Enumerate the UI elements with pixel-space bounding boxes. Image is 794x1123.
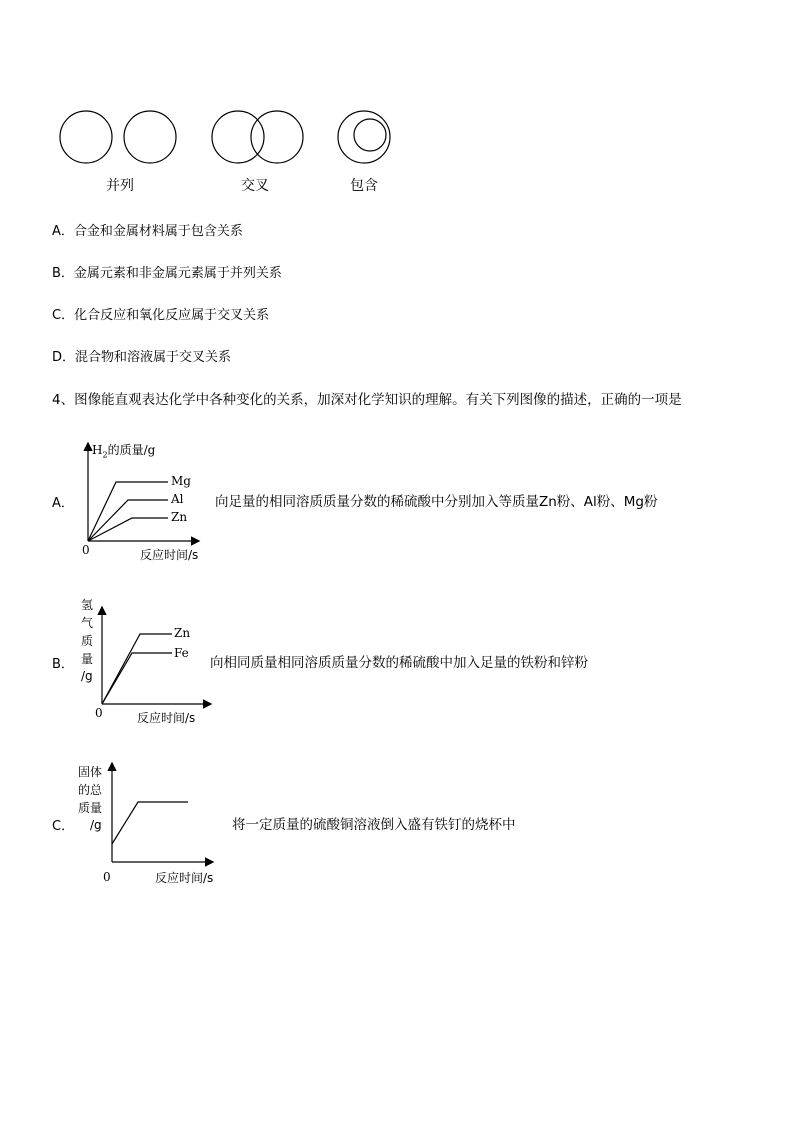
graph-c-ylabel-4: /g [90,818,102,832]
graph-c-desc: 将一定质量的硫酸铜溶液倒入盛有铁钉的烧杯中 [232,817,516,833]
graph-b-ylabel-3: 质 [81,634,94,648]
graph-b-series-zn: Zn [174,626,191,640]
graph-b-desc: 向相同质量相同溶质质量分数的稀硫酸中加入足量的铁粉和锌粉 [210,655,588,671]
graph-b-letter: B． [52,657,74,672]
graph-b-ylabel-5: /g [81,669,93,683]
graph-c-letter: C． [52,819,75,834]
graph-a-ylabel-sub: 2 [102,450,108,460]
graph-c-line [112,802,188,844]
graph-b-origin: 0 [95,706,103,720]
graph-a-series-al: Al [171,492,184,506]
graph-b-series-fe: Fe [174,646,189,660]
graph-a-series-mg: Mg [171,474,191,488]
option-a: A．合金和金属材料属于包含关系 [52,224,243,239]
graph-a-ylabel-rest: 的质量/g [107,443,156,457]
graph-a-xlabel: 反应时间/s [140,548,199,562]
venn-label-cross: 交叉 [241,178,269,194]
graph-c-ylabel-3: 质量 [78,801,103,815]
graph-b-ylabel-4: 量 [81,652,94,666]
option-d: D．混合物和溶液属于交叉关系 [52,350,232,365]
graph-a-letter: A． [52,496,74,511]
graph-a-origin: 0 [82,543,90,557]
venn-label-contain: 包含 [350,178,378,194]
graph-c-xlabel: 反应时间/s [155,871,214,885]
option-b: B．金属元素和非金属元素属于并列关系 [52,266,282,281]
graph-b-ylabel-1: 氢 [81,598,94,612]
graph-c-ylabel-2: 的总 [78,783,103,797]
question-4-stem: 4、图像能直观表达化学中各种变化的关系，加深对化学知识的理解。有关下列图像的描述，正确的一项是 [52,392,682,408]
graph-a-series-zn: Zn [171,510,188,524]
option-c: C．化合反应和氧化反应属于交叉关系 [52,308,270,323]
graph-c-ylabel-1: 固体 [78,765,103,779]
graph-a-desc: 向足量的相同溶质质量分数的稀硫酸中分别加入等质量Zn粉、Al粉、Mg粉 [215,494,658,510]
graph-c-origin: 0 [103,870,111,884]
graph-b-ylabel-2: 气 [81,616,94,630]
graph-b-xlabel: 反应时间/s [137,711,196,725]
venn-label-parallel: 并列 [106,178,134,194]
graph-a-ylabel-h: H [92,443,103,457]
